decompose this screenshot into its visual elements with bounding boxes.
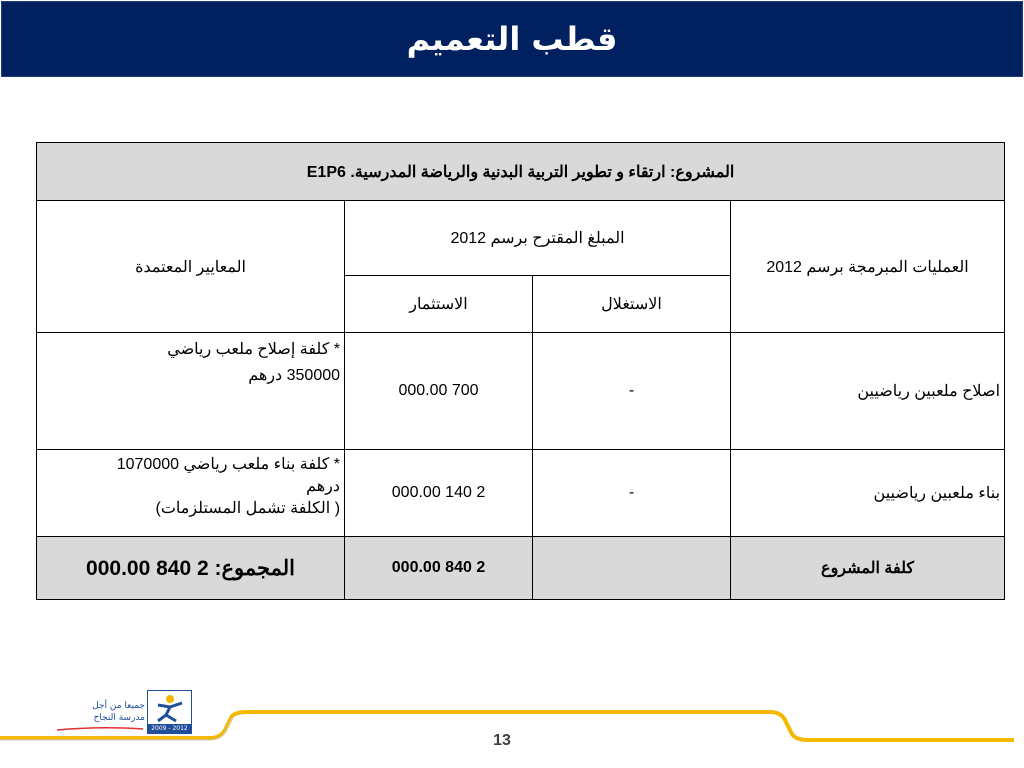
table-header-row	[37, 201, 1005, 276]
program-logo	[55, 690, 190, 736]
total-operation-cost	[533, 537, 731, 600]
table-row	[37, 450, 1005, 537]
project-title: المشروع: ارتقاء و تطوير التربية البدنية والرياضة المدرسية. E1P6	[37, 143, 1005, 201]
row-operation-cost: -	[533, 450, 731, 537]
total-sum	[37, 537, 345, 600]
row-investment: 2 140 000.00	[345, 450, 533, 537]
logo-emblem	[147, 690, 192, 734]
logo-text-line: مدرسة النجاح	[93, 713, 145, 723]
header-operation-cost: الاستغلال	[533, 276, 731, 333]
total-sum-label: المجموع:	[214, 556, 295, 580]
total-label: كلفة المشروع	[731, 537, 1005, 600]
runner-icon	[148, 691, 191, 724]
total-investment: 2 840 000.00	[345, 537, 533, 600]
header-operations-label: العمليات المبرمجة برسم 2012	[766, 258, 969, 276]
criteria-line: ( الكلفة تشمل المستلزمات)	[155, 500, 341, 517]
row-operation: اصلاح ملعبين رياضيين	[731, 333, 1005, 450]
project-table	[36, 142, 1005, 600]
page-title: قطب التعميم	[406, 20, 618, 58]
row-investment: 700 000.00	[345, 333, 533, 450]
row-criteria	[37, 450, 345, 537]
logo-text	[55, 700, 145, 736]
header-investment: الاستثمار	[345, 276, 533, 333]
logo-underline	[55, 726, 145, 732]
table-total-row	[37, 537, 1005, 600]
criteria-line: * كلفة إصلاح ملعب رياضي	[167, 341, 341, 358]
header-proposed-amount: المبلغ المقترح برسم 2012	[345, 201, 731, 276]
criteria-line: * كلفة بناء ملعب رياضي 1070000	[116, 456, 341, 473]
row-criteria	[37, 333, 345, 450]
logo-text-line: جميعا من أجل	[92, 701, 145, 711]
header-operations	[731, 201, 1005, 333]
row-operation: بناء ملعبين رياضيين	[731, 450, 1005, 537]
logo-years: 2009 - 2012	[148, 724, 191, 733]
criteria-line: درهم	[306, 478, 341, 495]
table-title-row	[37, 143, 1005, 201]
total-sum-value: 2 840 000.00	[86, 556, 209, 580]
slide-header	[1, 1, 1023, 77]
row-operation-cost: -	[533, 333, 731, 450]
table-row	[37, 333, 1005, 450]
header-criteria: المعايير المعتمدة	[37, 201, 345, 333]
criteria-line: 350000 درهم	[248, 367, 341, 384]
page-number: 13	[493, 732, 511, 749]
